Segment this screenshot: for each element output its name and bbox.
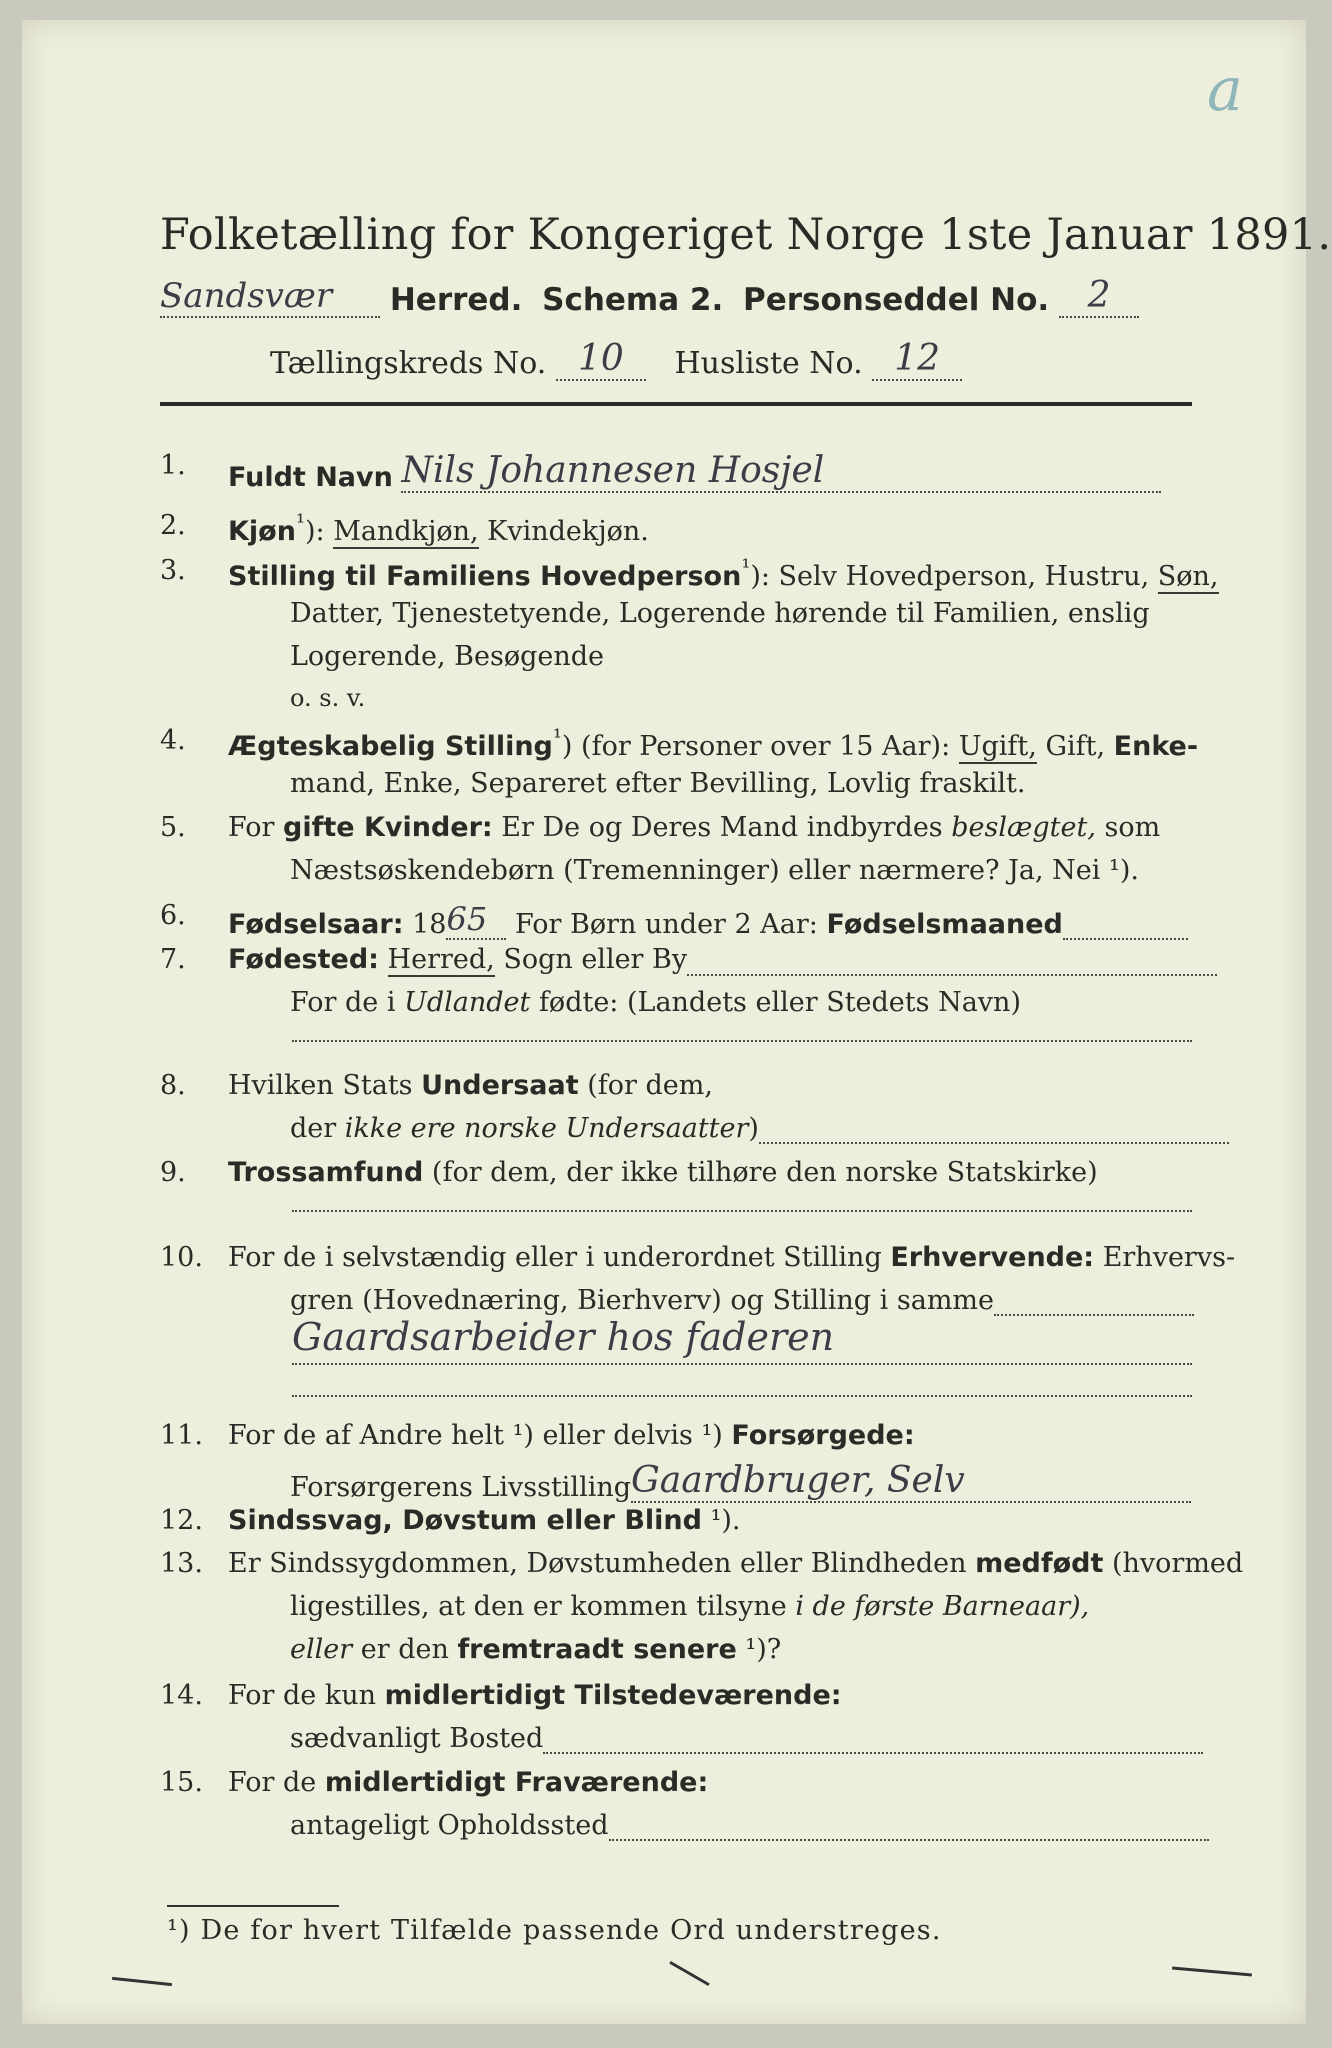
form-title: Folketælling for Kongeriget Norge 1ste Januar 1891. [160,210,1332,260]
fodselsaar-prefix: 18 [403,909,447,940]
stilling-text: ): Selv Hovedperson, Hustru, [750,561,1158,592]
field-number: 14. [160,1680,203,1711]
kjon-text: ): [304,516,334,547]
undersaat-line-2-em: ikke ere norske Undersaatter [344,1113,749,1144]
undersaat-label: Undersaat [421,1070,579,1101]
aegteskab-selected: Ugift, [958,731,1037,762]
husliste-value: 12 [872,338,962,381]
personseddel-label: Personseddel No. [743,282,1050,318]
erhverv-value: Gaardsarbeider hos faderen [292,1315,1192,1365]
kjon-label: Kjøn [228,516,296,547]
medfodt-line-2 [290,1591,1330,1622]
medfodt-prefix: Er Sindssygdommen, Døvstumheden eller Blindheden [228,1548,976,1579]
herred-label: Herred. [389,282,523,318]
kreds-label: Tællingskreds No. [270,346,547,381]
kreds-value: 10 [556,338,646,381]
field-number: 9. [160,1157,186,1188]
herred-value: Sandsvær [160,276,380,318]
tilstede-label: midlertidigt Tilstedeværende: [384,1680,842,1711]
corner-mark: a [1207,55,1243,125]
erhverv-line-2 [290,1285,1330,1316]
fodselsaar-label: Fødselsaar: [228,909,404,940]
medfodt-line-3 [290,1634,1330,1665]
trossamfund-label: Trossamfund [228,1157,424,1188]
aegteskab-label: Ægteskabelig Stilling [228,731,553,762]
aegteskab-text-b: Gift, [1036,731,1114,762]
footnote: ¹) De for hvert Tilfælde passende Ord understreges. [167,1915,942,1946]
medfodt-line-2-em: i de første Barneaar), [795,1591,1090,1622]
medfodt-line-2-text: ligestilles, at den er kommen tilsyne [290,1591,796,1622]
husliste-label: Husliste No. [674,346,863,381]
undersaat-prefix: Hvilken Stats [228,1070,422,1101]
undersaat-line-2-prefix: der [290,1113,345,1144]
stilling-selected: Søn, [1157,561,1219,592]
aegteskab-line-2: mand, Enke, Separeret efter Bevilling, Lovlig fraskilt. [290,768,1026,799]
fodested-label: Fødested: [228,944,379,975]
erhverv-line-2-text: gren (Hovednæring, Bierhverv) og Stilling i samme [290,1285,995,1316]
field-number: 8. [160,1070,186,1101]
aegteskab-text: ) (for Personer over 15 Aar): [561,731,959,762]
stilling-label: Stilling til Familiens Hovedperson [228,561,742,592]
field-number: 15. [160,1767,203,1798]
stilling-line-3: Logerende, Besøgende [290,641,604,672]
kjon-other: Kvindekjøn. [478,516,649,547]
fodselsaar-value: 65 [446,900,506,940]
field-number: 4. [160,725,186,756]
field-number: 7. [160,944,186,975]
fravaerende-label: midlertidigt Fraværende: [324,1767,709,1798]
forsorgede-label: Forsørgede: [731,1420,915,1451]
undersaat-text: (for dem, [578,1070,713,1101]
stilling-line-2: Datter, Tjenestetyende, Logerende hørende til Familien, enslig [290,598,1150,629]
field-number: 5. [160,812,186,843]
kjon-selected: Mandkjøn, [333,516,479,547]
field-number: 11. [160,1420,203,1451]
erhverv-answer-line [292,1395,1192,1397]
footnote-ref: ¹ [552,725,562,751]
header-row-kreds [270,338,1310,388]
aegteskab-text-c: Enke- [1113,731,1199,762]
personseddel-value: 2 [1059,275,1139,318]
udlandet-answer-line [292,1040,1192,1042]
fodested-text: Sogn eller By [494,944,688,975]
fodested-value [687,974,1217,976]
erhverv-prefix: For de i selvstændig eller i underordnet Stilling [228,1242,891,1273]
medfodt-text: (hvormed [1103,1548,1244,1579]
udlandet-em: Udlandet [404,987,531,1018]
field-number: 13. [160,1548,203,1579]
medfodt-line-3-text: er den [352,1634,458,1665]
gifte-line-2: Næstsøskendebørn (Tremenninger) eller nærmere? Ja, Nei ¹). [290,855,1139,886]
gifte-text-b: som [1095,812,1161,843]
sindssvag-label: Sindssvag, Døvstum eller Blind [228,1505,702,1536]
footnote-divider [167,1905,339,1907]
gifte-prefix: For [228,812,284,843]
undersaat-value [759,1142,1229,1144]
medfodt-line-3-em: eller [290,1634,353,1665]
erhverv-text: Erhvervs- [1094,1242,1236,1273]
medfodt-line-3-bold: fremtraadt senere [457,1634,737,1665]
fodselsaar-text: For Børn under 2 Aar: [506,909,827,940]
margin-mark-right [1172,1967,1252,1977]
header-divider [160,402,1192,406]
trossamfund-text: (for dem, der ikke tilhøre den norske Statskirke) [423,1157,1098,1188]
fodselsmaaned-label: Fødselsmaaned [826,909,1063,940]
medfodt-line-3-end: ¹)? [736,1634,782,1665]
fravaerende-prefix: For de [228,1767,325,1798]
field-number: 3. [160,555,186,586]
field-number: 1. [160,450,186,481]
field-number: 10. [160,1242,203,1273]
undersaat-line-2-end: ) [748,1113,759,1144]
gifte-text: Er De og Deres Mand indbyrdes [492,812,952,843]
opholdssted-label: antageligt Opholdssted [290,1810,609,1841]
fuldt-navn-value: Nils Johannesen Hosjel [401,450,1161,493]
trossamfund-answer-line [292,1210,1192,1212]
footnote-ref: ¹ [295,510,305,536]
fodselsmaaned-value [1063,938,1188,940]
opholdssted-line [290,1810,1330,1841]
fodested-selected: Herred, [387,944,495,975]
header-row-herred [160,275,1200,325]
gifte-label: gifte Kvinder: [283,812,493,843]
udlandet-text: fødte: (Landets eller Stedets Navn) [530,987,1021,1018]
bosted-value [543,1752,1203,1754]
opholdssted-value [609,1839,1209,1841]
medfodt-label: medfødt [975,1548,1104,1579]
udlandet-line [290,987,1330,1018]
fuldt-navn-label: Fuldt Navn [228,462,393,493]
erhverv-label: Erhvervende: [890,1242,1095,1273]
footnote-ref: ¹ [741,555,751,581]
bosted-label: sædvanligt Bosted [290,1723,544,1754]
tilstede-prefix: For de kun [228,1680,385,1711]
forsorgede-prefix: For de af Andre helt ¹) eller delvis ¹) [228,1420,732,1451]
bosted-line [290,1723,1330,1754]
sindssvag-text: ¹). [701,1505,741,1536]
forsorger-value: Gaardbruger, Selv [631,1460,1191,1503]
forsorger-label: Forsørgerens Livsstilling [290,1472,632,1503]
field-number: 6. [160,900,186,931]
schema-label: Schema 2. [542,282,724,318]
margin-mark-center [669,1961,709,1986]
gifte-em: beslægtet, [951,812,1096,843]
undersaat-line-2 [290,1113,1330,1144]
census-form [22,20,1332,2024]
field-number: 12. [160,1505,203,1536]
udlandet-prefix: For de i [290,987,405,1018]
stilling-line-4: o. s. v. [290,684,366,712]
field-number: 2. [160,510,186,541]
margin-mark-left [112,1977,172,1986]
forsorger-line [290,1460,1330,1503]
